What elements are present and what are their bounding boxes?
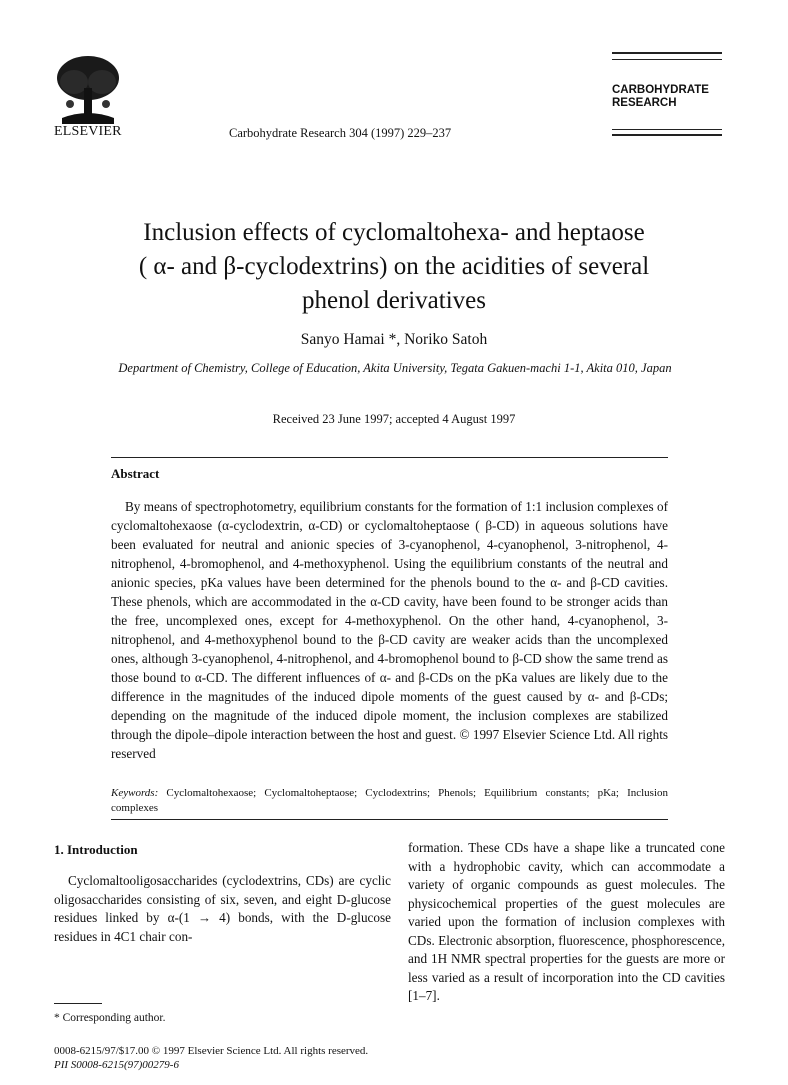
keywords-label: Keywords:	[111, 787, 159, 799]
pii-line: PII S0008-6215(97)00279-6	[54, 1059, 179, 1071]
corresponding-author-footnote: * Corresponding author.	[54, 1012, 166, 1024]
journal-name-line1: CARBOHYDRATE	[612, 84, 709, 96]
publisher-name: ELSEVIER	[54, 124, 122, 139]
footnote-rule	[54, 1003, 102, 1004]
journal-reference: Carbohydrate Research 304 (1997) 229–237	[229, 126, 452, 140]
title-line-3: phenol derivatives	[302, 287, 486, 314]
intro-left-column: Cyclomaltooligosaccharides (cyclodextrins, CDs) are cyclic oligosaccharides consisting of six, seven, and eight D-glucose residues linked by α-(1 → 4) bonds, with the D-glucose residues in 4C1 chair con-	[54, 873, 391, 944]
abstract-text: By means of spectrophotometry, equilibrium constants for the formation of 1:1 inclusion complexes of cyclomaltohexaose (α-cyclodextrin, α-CD) or cyclomaltoheptaose ( β-CD) in aqueous solutions have been evaluated for neutral and anionic species of 3-cyanophenol, 4-cyanophenol, 3-nitrophenol, 4-nitrophenol, 4-bromophenol, and 4-methoxyphenol. Using the equilibrium constants of the neutral and anionic species, pKa values have been determined for the phenols bound to the α- and β-CD cavities. These phenols, which are accommodated in the α-CD cavity, have been found to be stronger acids than the free, uncomplexed ones, except for 4-methoxyphenol. On the other hand, 4-cyanophenol, 3-nitrophenol, and 4-methoxyphenol bound to the β-CD cavity are weaker acids than the uncomplexed ones, although 3-cyanophenol, 4-nitrophenol, and 4-bromophenol bound to β-CD show the same trend as those bound to α-CD. The different influences of α- and β-CDs on the pKa values are likely due to the difference in the magnitudes of the induced dipole moments of the guest caused by α- and β-CDs; depending on the magnitude of the induced dipole moment, the inclusion complexes are stabilized through the dipole–dipole interaction between the host and guest. © 1997 Elsevier Science Ltd. All rights reserved	[111, 499, 668, 761]
affiliation: Department of Chemistry, College of Education, Akita University, Tegata Gakuen-machi 1-1, Akita 010, Japan	[118, 361, 672, 375]
intro-right-column: formation. These CDs have a shape like a truncated cone with a hydrophobic cavity, which can accommodate a variety of organic compounds as guest molecules. The physicochemical properties of the guest molecules are varied upon the formation of inclusion complexes with CDs. Electronic absorption, fluorescence, phosphorescence, and 1H NMR spectral properties for the guests are more or less varied as a result of incorporation into the CD cavities [1–7].	[408, 840, 725, 1003]
keywords-list: Cyclomaltohexaose; Cyclomaltoheptaose; Cyclodextrins; Phenols; Equilibrium constants; pKa; Inclusion complexes	[111, 787, 669, 814]
header-rule-top	[612, 52, 722, 54]
abstract-rule-bottom	[111, 819, 668, 820]
title-line-1: Inclusion effects of cyclomaltohexa- and heptaose	[143, 219, 645, 246]
title-line-2: ( α- and β-cyclodextrins) on the acidities of several	[138, 253, 650, 280]
journal-name	[612, 84, 709, 110]
keywords	[111, 786, 668, 816]
copyright-line: 0008-6215/97/$17.00 © 1997 Elsevier Science Ltd. All rights reserved.	[54, 1045, 369, 1057]
article-title	[80, 216, 708, 318]
elsevier-tree-logo	[54, 52, 122, 124]
header-rule-top-2	[612, 59, 722, 60]
header-rule-bottom-2	[612, 134, 722, 136]
header-rule-bottom	[612, 129, 722, 130]
copyright-block	[54, 1044, 368, 1072]
section-heading-introduction: 1. Introduction	[54, 842, 138, 857]
abstract-heading: Abstract	[111, 466, 160, 481]
received-dates: Received 23 June 1997; accepted 4 August 1997	[272, 412, 516, 426]
abstract-rule-top	[111, 457, 668, 458]
journal-name-line2: RESEARCH	[612, 97, 677, 109]
authors: Sanyo Hamai *, Noriko Satoh	[300, 331, 488, 348]
